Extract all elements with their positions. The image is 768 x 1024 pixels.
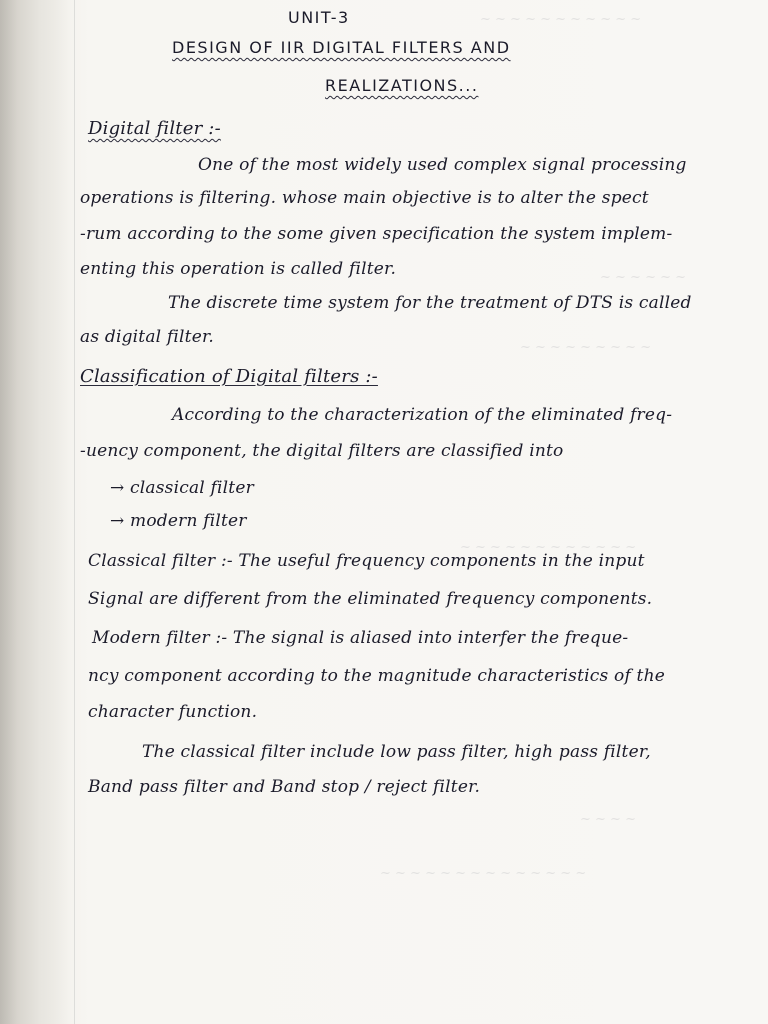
- classical-line1: Classical filter :- The useful frequency components in the input: [88, 551, 645, 571]
- page-spine: [0, 0, 70, 1024]
- margin-line: [74, 0, 75, 1024]
- classification-p1-line1: According to the characterization of the eliminated freq-: [172, 405, 673, 425]
- digital-filter-p1-line3: -rum according to the some given specification the system implem-: [80, 224, 673, 244]
- main-title-line1: DESIGN OF IIR DIGITAL FILTERS AND: [172, 38, 511, 57]
- modern-line2: ncy component according to the magnitude characteristics of the: [88, 666, 665, 686]
- classification-item-modern: → modern filter: [110, 511, 247, 531]
- classification-item-classical: → classical filter: [110, 478, 254, 498]
- classification-heading: Classification of Digital filters :-: [80, 366, 378, 387]
- bleed-through-mark: ~ ~ ~ ~ ~ ~ ~ ~ ~ ~ ~ ~ ~ ~: [380, 866, 587, 881]
- digital-filter-p2-line1: The discrete time system for the treatment of DTS is called: [168, 293, 692, 313]
- digital-filter-p1-line2: operations is filtering. whose main objective is to alter the spect: [80, 188, 649, 208]
- main-title-line2: REALIZATIONS...: [325, 76, 479, 95]
- digital-filter-p2-line2: as digital filter.: [80, 327, 215, 347]
- bleed-through-mark: ~ ~ ~ ~ ~ ~ ~ ~ ~: [520, 340, 652, 355]
- closing-line1: The classical filter include low pass filter, high pass filter,: [142, 742, 651, 762]
- digital-filter-p1-line1: One of the most widely used complex signal processing: [198, 155, 687, 175]
- classical-line2: Signal are different from the eliminated frequency components.: [88, 589, 653, 609]
- bleed-through-mark: ~ ~ ~ ~ ~ ~ ~ ~ ~ ~ ~ ~: [460, 540, 637, 555]
- bleed-through-mark: ~ ~ ~ ~ ~ ~ ~ ~ ~ ~ ~: [480, 12, 642, 27]
- closing-line2: Band pass filter and Band stop / reject filter.: [88, 777, 481, 797]
- unit-title: UNIT-3: [288, 8, 350, 27]
- digital-filter-heading: Digital filter :-: [88, 118, 221, 139]
- modern-line3: character function.: [88, 702, 258, 722]
- modern-line1: Modern filter :- The signal is aliased into interfer the freque-: [92, 628, 629, 648]
- bleed-through-mark: ~ ~ ~ ~: [580, 812, 636, 827]
- bleed-through-mark: ~ ~ ~ ~ ~ ~: [600, 270, 687, 285]
- digital-filter-p1-line4: enting this operation is called filter.: [80, 259, 397, 279]
- classification-p1-line2: -uency component, the digital filters are classified into: [80, 441, 564, 461]
